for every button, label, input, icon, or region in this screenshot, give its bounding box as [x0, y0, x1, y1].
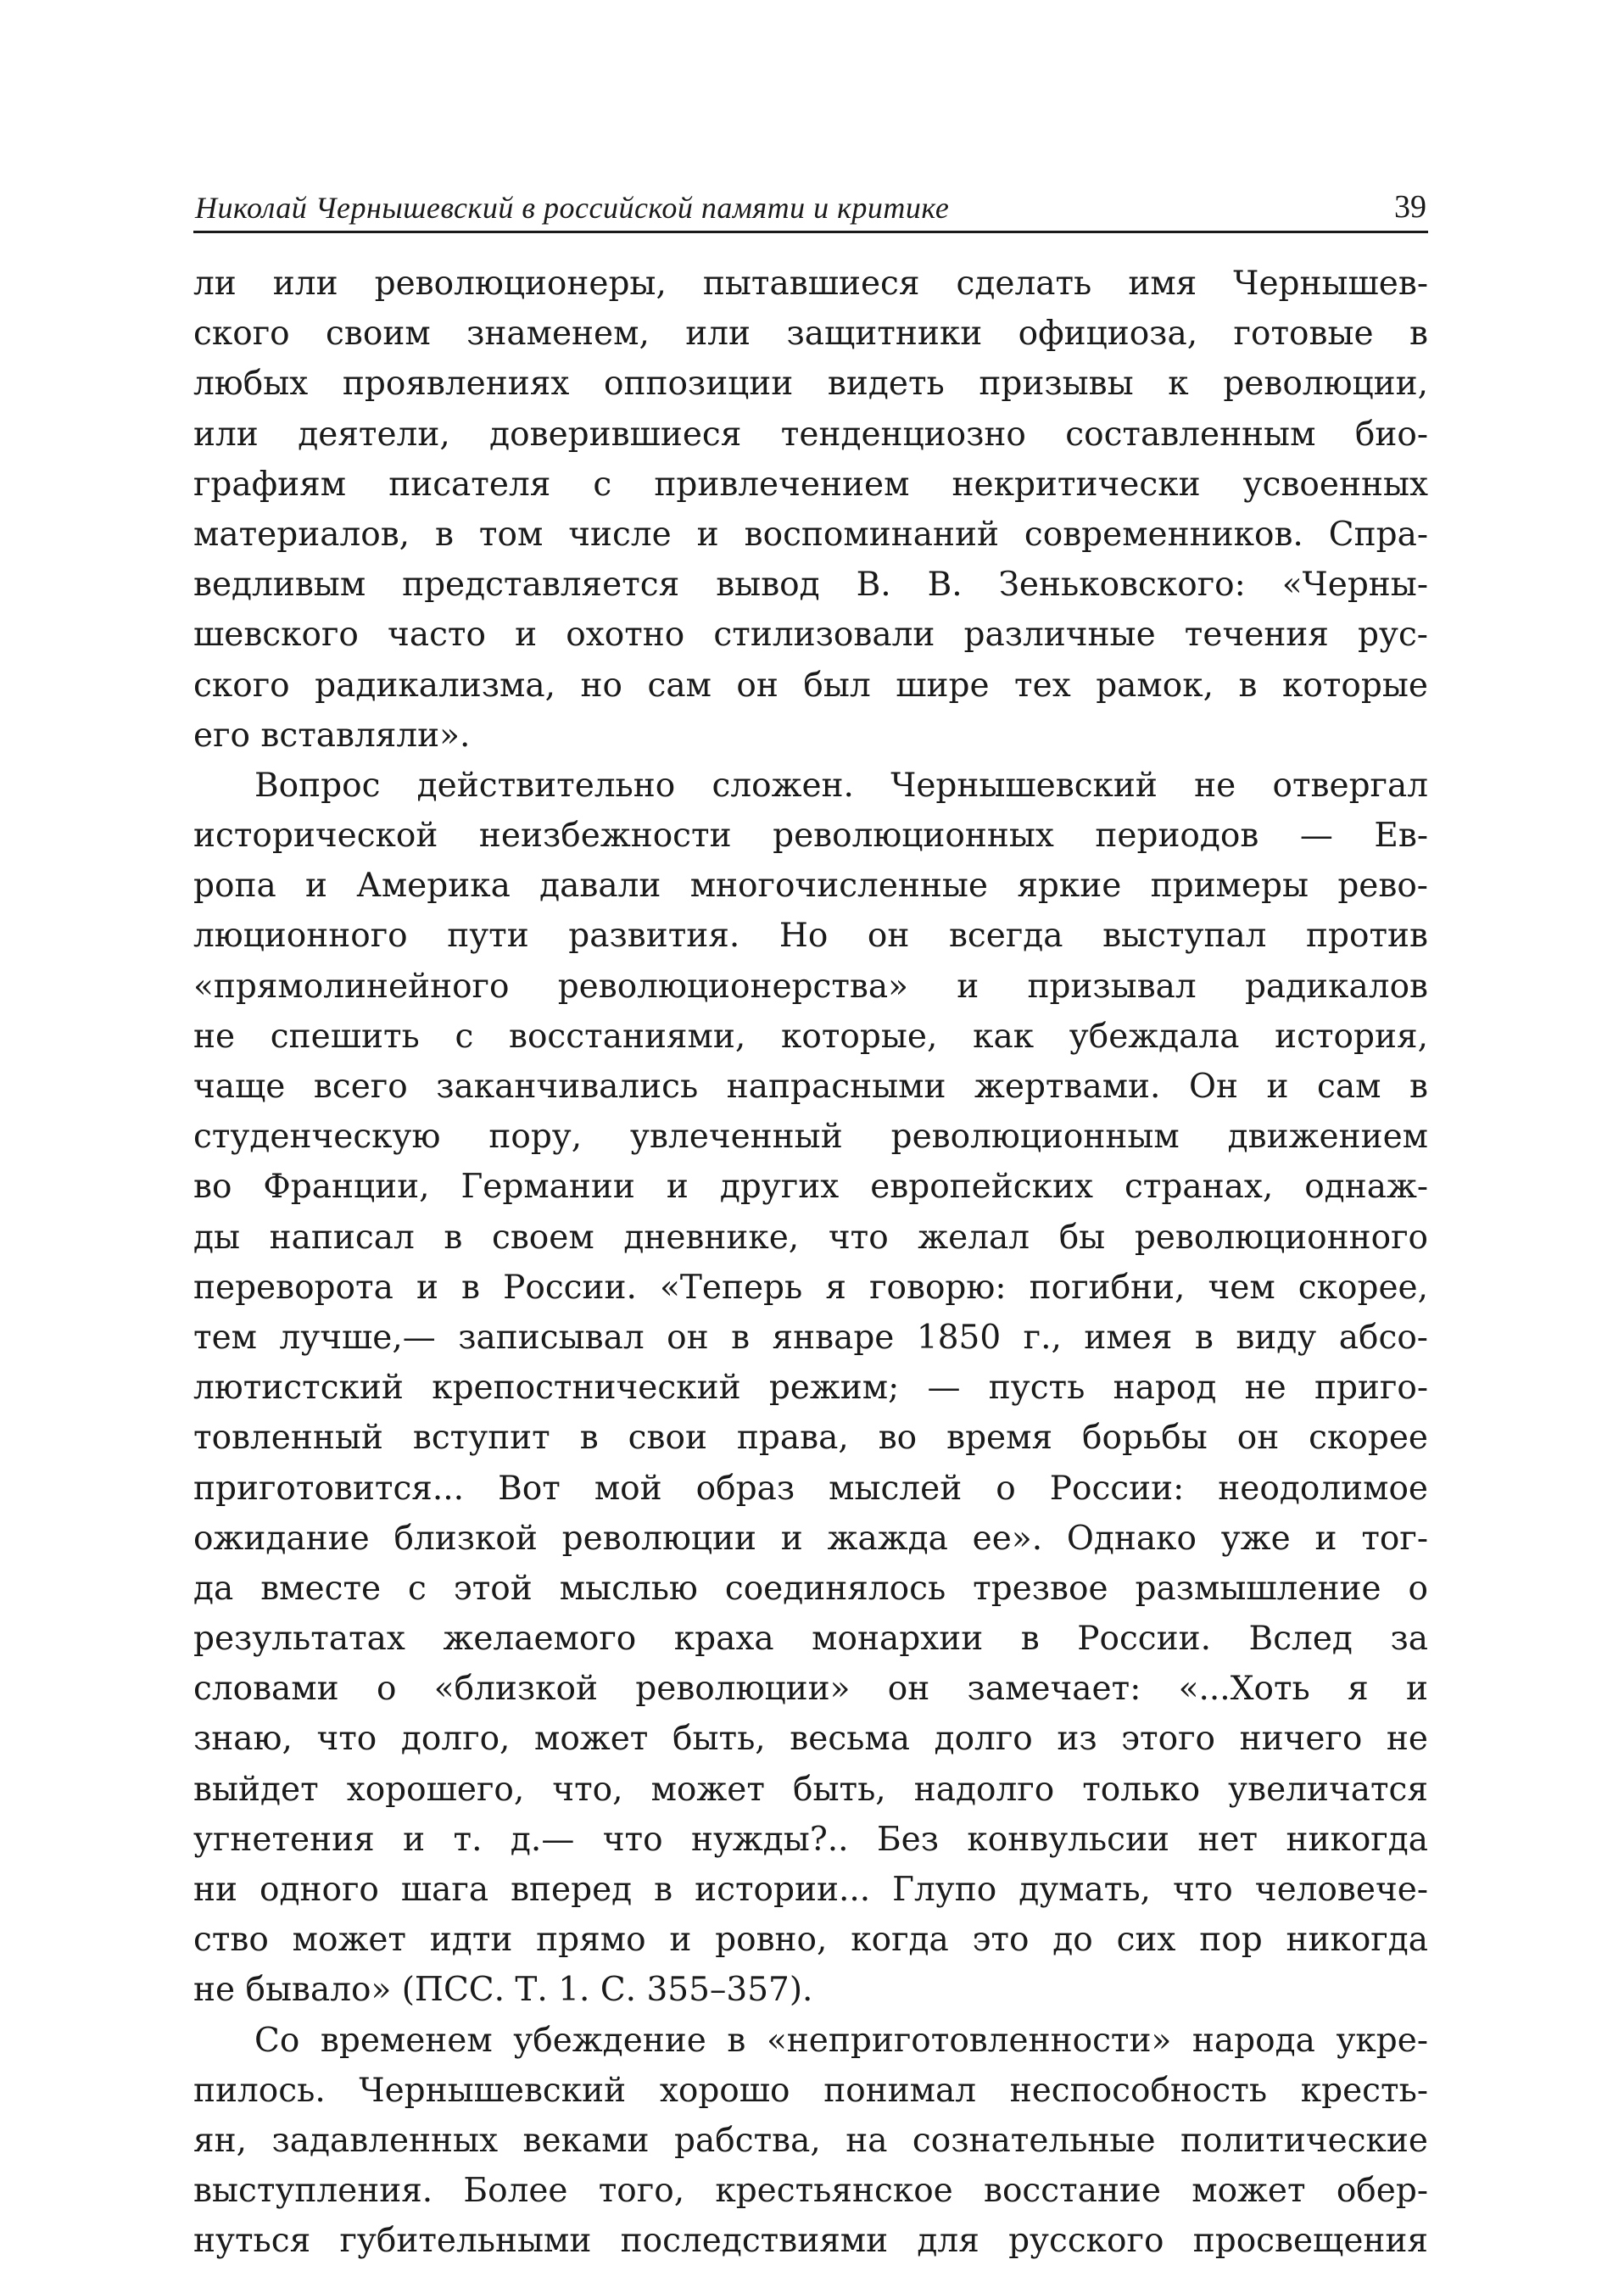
paragraph [193, 2016, 1428, 2267]
text-line: ян, задавленных веками рабства, на сознательные политические [193, 2121, 1428, 2160]
text-line: выступления. Более того, крестьянское восстание может обер- [193, 2172, 1428, 2211]
text-line: «прямолинейного революционерства» и призывал радикалов [193, 967, 1428, 1006]
text-line: исторической неизбежности революционных периодов — Ев- [193, 817, 1428, 856]
running-head [193, 180, 1428, 233]
text-line: ни одного шага вперед в истории... Глупо думать, что человече- [193, 1871, 1428, 1909]
text-line: Со временем убеждение в «неприготовленности» народа укре- [254, 2021, 1428, 2060]
text-line: результатах желаемого краха монархии в России. Вслед за [193, 1620, 1428, 1659]
text-line: ропа и Америка давали многочисленные яркие примеры рево- [193, 867, 1428, 906]
text-line: студенческую пору, увлеченный революционным движением [193, 1118, 1428, 1157]
text-line: приготовится... Вот мой образ мыслей о России: неодолимое [193, 1469, 1428, 1508]
text-line: не бывало» (ПСС. Т. 1. С. 355–357). [193, 1971, 813, 2010]
text-line: нуться губительными последствиями для русского просвещения [193, 2222, 1428, 2261]
text-line: тем лучше,— записывал он в январе 1850 г., имея в виду абсо- [193, 1318, 1428, 1357]
text-line: любых проявлениях оппозиции видеть призывы к революции, [193, 365, 1428, 404]
text-line: ли или революционеры, пытавшиеся сделать имя Чернышев- [193, 265, 1428, 303]
text-line: лютистский крепостнический режим; — пусть народ не приго- [193, 1369, 1428, 1408]
text-line: ство может идти прямо и ровно, когда это до сих пор никогда [193, 1921, 1428, 1960]
text-line: словами о «близкой революции» он замечает: «...Хоть я и [193, 1670, 1428, 1709]
text-line: не спешить с восстаниями, которые, как убеждала история, [193, 1017, 1428, 1056]
text-line: ведливым представляется вывод В. В. Зеньковского: «Черны- [193, 566, 1428, 605]
page-number: 39 [1394, 189, 1426, 225]
text-line: ского своим знаменем, или защитники официоза, готовые в [193, 315, 1428, 354]
text-line: переворота и в России. «Теперь я говорю: погибни, чем скорее, [193, 1268, 1428, 1307]
text-line: материалов, в том числе и воспоминаний современников. Спра- [193, 515, 1428, 554]
text-line: во Франции, Германии и других европейских странах, однаж- [193, 1168, 1428, 1207]
running-title: Николай Чернышевский в российской памяти и критике [195, 191, 950, 225]
text-line: знаю, что долго, может быть, весьма долго из этого ничего не [193, 1720, 1428, 1759]
text-line: чаще всего заканчивались напрасными жертвами. Он и сам в [193, 1068, 1428, 1106]
text-line: пилось. Чернышевский хорошо понимал неспособность кресть- [193, 2071, 1428, 2110]
text-line: люционного пути развития. Но он всегда выступал против [193, 917, 1428, 956]
text-line: ского радикализма, но сам он был шире тех рамок, в которые [193, 666, 1428, 705]
text-line: шевского часто и охотно стилизовали различные течения рус- [193, 616, 1428, 655]
text-line: ожидание близкой революции и жажда ее». Однако уже и тог- [193, 1519, 1428, 1558]
paragraph [193, 259, 1428, 761]
body-text [193, 259, 1428, 2267]
paragraph [193, 761, 1428, 2016]
text-line: графиям писателя с привлечением некритически усвоенных [193, 465, 1428, 504]
text-line: Вопрос действительно сложен. Чернышевский не отвергал [254, 766, 1428, 805]
text-line: его вставляли». [193, 716, 471, 755]
text-line: угнетения и т. д.— что нужды?.. Без конвульсии нет никогда [193, 1820, 1428, 1859]
text-line: да вместе с этой мыслью соединялось трезвое размышление о [193, 1569, 1428, 1608]
text-line: ды написал в своем дневнике, что желал бы революционного [193, 1218, 1428, 1257]
text-line: выйдет хорошего, что, может быть, надолго только увеличатся [193, 1770, 1428, 1809]
book-page [193, 180, 1428, 2267]
text-line: или деятели, доверившиеся тенденциозно составленным био- [193, 415, 1428, 454]
text-line: товленный вступит в свои права, во время борьбы он скорее [193, 1419, 1428, 1458]
